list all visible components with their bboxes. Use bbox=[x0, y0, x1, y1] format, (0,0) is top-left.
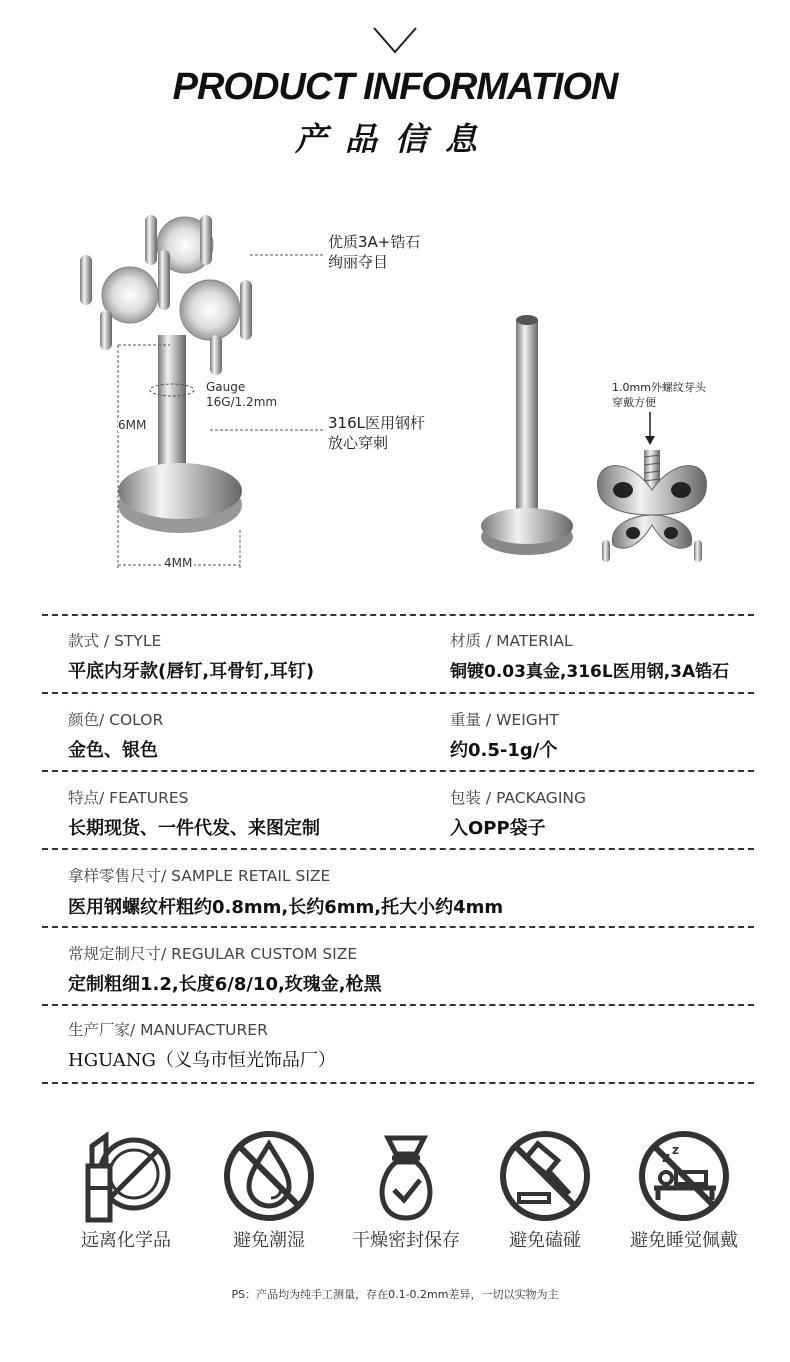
spec-label-style: 款式 / STYLE bbox=[68, 632, 162, 650]
care-label-sleep: 避免睡觉佩戴 bbox=[630, 1230, 738, 1251]
spec-label-color: 颜色/ COLOR bbox=[68, 711, 164, 729]
divider bbox=[42, 1004, 754, 1006]
gauge-line1: Gauge bbox=[206, 380, 246, 394]
spec-label-custom-size: 常规定制尺寸/ REGULAR CUSTOM SIZE bbox=[68, 945, 358, 963]
spec-label-sample-size: 拿样零售尺寸/ SAMPLE RETAIL SIZE bbox=[68, 867, 331, 885]
care-label-sealed: 干燥密封保存 bbox=[352, 1230, 460, 1251]
spec-label-material: 材质 / MATERIAL bbox=[450, 632, 573, 650]
callout-gem-line1: 优质3A+锆石 bbox=[328, 233, 421, 251]
arrow-down-icon bbox=[644, 412, 656, 446]
no-water-icon bbox=[221, 1128, 317, 1224]
divider bbox=[42, 770, 754, 772]
divider bbox=[42, 926, 754, 928]
callout-thread-line2: 穿戴方便 bbox=[612, 396, 656, 409]
callout-thread-line1: 1.0mm外螺纹芽头 bbox=[612, 381, 706, 394]
spec-value-material: 铜镀0.03真金,316L医用钢,3A锆石 bbox=[450, 662, 730, 682]
callout-gem-line2: 绚丽夺目 bbox=[328, 253, 389, 271]
gauge-line2: 16G/1.2mm bbox=[206, 395, 278, 409]
footnote: PS：产品均为纯手工测量，存在0.1-0.2mm差异，一切以实物为主 bbox=[231, 1288, 559, 1301]
care-label-chemicals: 远离化学品 bbox=[81, 1230, 171, 1251]
page-title-en: PRODUCT INFORMATION bbox=[172, 66, 618, 108]
spec-value-style: 平底内牙款(唇钉,耳骨钉,耳钉) bbox=[68, 661, 315, 682]
spec-label-packaging: 包装 / PACKAGING bbox=[450, 789, 586, 807]
spec-value-features: 长期现货、一件代发、来图定制 bbox=[68, 818, 320, 839]
spec-label-weight: 重量 / WEIGHT bbox=[450, 711, 559, 729]
no-sleep-icon bbox=[636, 1128, 732, 1224]
spec-value-sample-size: 医用钢螺纹杆粗约0.8mm,长约6mm,托大小约4mm bbox=[68, 897, 504, 918]
spec-label-manufacturer: 生产厂家/ MANUFACTURER bbox=[68, 1021, 268, 1039]
callout-rod-line2: 放心穿刺 bbox=[328, 434, 389, 452]
spec-value-weight: 约0.5-1g/个 bbox=[450, 740, 558, 761]
no-impact-icon bbox=[497, 1128, 593, 1224]
callout-thread bbox=[612, 380, 706, 410]
spec-value-packaging: 入OPP袋子 bbox=[450, 818, 546, 839]
divider bbox=[42, 614, 754, 616]
no-cosmetics-icon bbox=[78, 1128, 174, 1224]
callout-gauge bbox=[206, 380, 277, 410]
divider bbox=[42, 848, 754, 850]
chevron-down-icon bbox=[372, 26, 418, 54]
callout-gem bbox=[328, 232, 420, 272]
callout-rod bbox=[328, 413, 425, 453]
spec-value-color: 金色、银色 bbox=[68, 740, 158, 761]
spec-label-features: 特点/ FEATURES bbox=[68, 789, 189, 807]
product-illustration-butterfly-top bbox=[588, 445, 718, 565]
divider bbox=[42, 1082, 754, 1084]
sealed-bag-icon bbox=[358, 1128, 454, 1224]
divider bbox=[42, 692, 754, 694]
page-title-cn: 产品信息 bbox=[294, 120, 495, 158]
callout-rod-line1: 316L医用钢杆 bbox=[328, 414, 425, 432]
svg-text:z: z bbox=[672, 1143, 679, 1157]
spec-value-manufacturer: HGUANG（义乌市恒光饰品厂） bbox=[68, 1050, 336, 1071]
dim-length-label: 6MM bbox=[118, 418, 147, 432]
care-label-impact: 避免磕碰 bbox=[509, 1230, 581, 1251]
dim-width-label: 4MM bbox=[164, 556, 193, 570]
care-label-moisture: 避免潮湿 bbox=[233, 1230, 305, 1251]
spec-value-custom-size: 定制粗细1.2,长度6/8/10,玫瑰金,枪黑 bbox=[68, 974, 382, 995]
product-illustration-post bbox=[480, 312, 580, 562]
